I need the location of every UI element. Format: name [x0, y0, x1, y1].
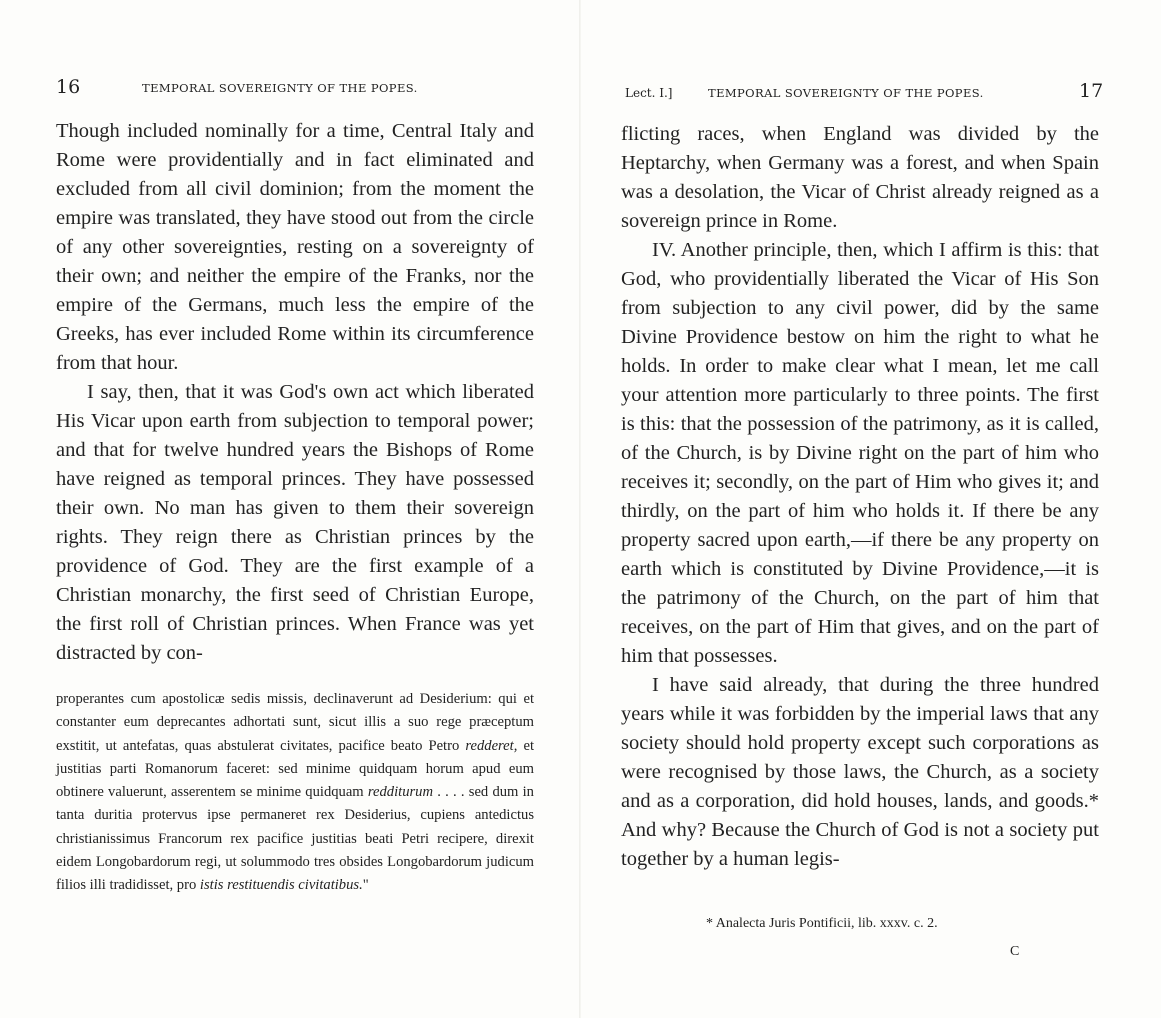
paragraph: Though included nominally for a time, Central Italy and Rome were providentially and in fact eliminated and excluded from all civil dominion; from the moment the empire was translated, they have stood out from the circle of any other sovereignties, resting on a sovereignty of their own; and neither the empire of the Franks, nor the empire of the Germans, much less the empire of the Greeks, has ever included Rome within its circumference from that hour.	[56, 120, 534, 374]
latin-note	[56, 688, 534, 898]
left-page	[0, 0, 580, 1018]
paragraph: flicting races, when England was divided by the Heptarchy, when Germany was a forest, and when Spain was a desolation, the Vicar of Christ already reigned as a sovereign prince in Rome.	[621, 123, 1099, 232]
body-text-right	[621, 120, 1099, 874]
page-number-right: 17	[1079, 80, 1104, 102]
paragraph: I say, then, that it was God's own act which liberated His Vicar upon earth from subjection to temporal power; and that for twelve hundred years the Bishops of Rome have reigned as temporal princes. They have possessed their own. No man has given to them their sovereign rights. They reign there as Christian princes by the providence of God. They are the first example of a Christian monarchy, the first seed of Christian Europe, the first roll of Christian princes. When France was yet distracted by con-	[56, 381, 534, 664]
right-page	[580, 0, 1161, 1018]
lecture-label: Lect. I.]	[625, 86, 673, 100]
footnote: * Analecta Juris Pontificii, lib. xxxv. c. 2.	[706, 916, 938, 931]
note-text: . . . . sed dum in tanta duritia protervus ipse permaneret rex Desiderius, cupiens antedictus christianissimus Francorum rex pacifice justitias beati Petri recipere, direxit eidem Longobardorum regi, ut solummodo tres obsides Longobardorum judicum filios illi tradidisset, pro	[56, 784, 534, 894]
note-text: properantes cum apostolicæ sedis missis, declinaverunt ad Desiderium: qui et constanter eum deprecantes adhortati sunt, sicut illis a suo rege præceptum exstitit, ut antefatas, quas abstulerat civitates, pacifice beato Petro	[56, 691, 534, 754]
paragraph: I have said already, that during the three hundred years while it was forbidden by the imperial laws that any society should hold property except such corporations as were recognised by those laws, the Church, as a society and as a corporation, did hold houses, lands, and goods.* And why? Because the Church of God is not a society put together by a human legis-	[621, 674, 1099, 870]
note-italic: redderet,	[465, 737, 518, 754]
paragraph: IV. Another principle, then, which I affirm is this: that God, who providentially liberated the Vicar of His Son from subjection to any civil power, did by the same Divine Providence bestow on him the right to what he holds. In order to make clear what I mean, let me call your attention more particularly to three points. The first is this: that the possession of the patrimony, as it is called, of the Church, is by Divine right on the part of him who receives it; secondly, on the part of Him who gives it; and thirdly, on the part of him who holds it. If there be any property sacred upon earth,—if there be any property on earth which is constituted by Divine Providence,—it is the patrimony of the Church, on the part of him that receives, on the part of Him that gives, and on the part of him that possesses.	[621, 239, 1099, 667]
note-italic: redditurum	[367, 784, 434, 801]
signature-mark: C	[1010, 944, 1020, 959]
page-number-left: 16	[56, 76, 81, 98]
running-head-left: TEMPORAL SOVEREIGNTY OF THE POPES.	[142, 81, 418, 95]
running-head-right: TEMPORAL SOVEREIGNTY OF THE POPES.	[708, 86, 984, 100]
note-text: "	[362, 877, 369, 894]
note-italic: istis restituendis civitatibus.	[199, 877, 363, 894]
note-text: et justitias parti Romanorum faceret: sed minime quidquam horum apud eum obtinere valuerunt, asserentem se minime quidquam	[56, 737, 534, 801]
body-text-left	[56, 117, 534, 668]
